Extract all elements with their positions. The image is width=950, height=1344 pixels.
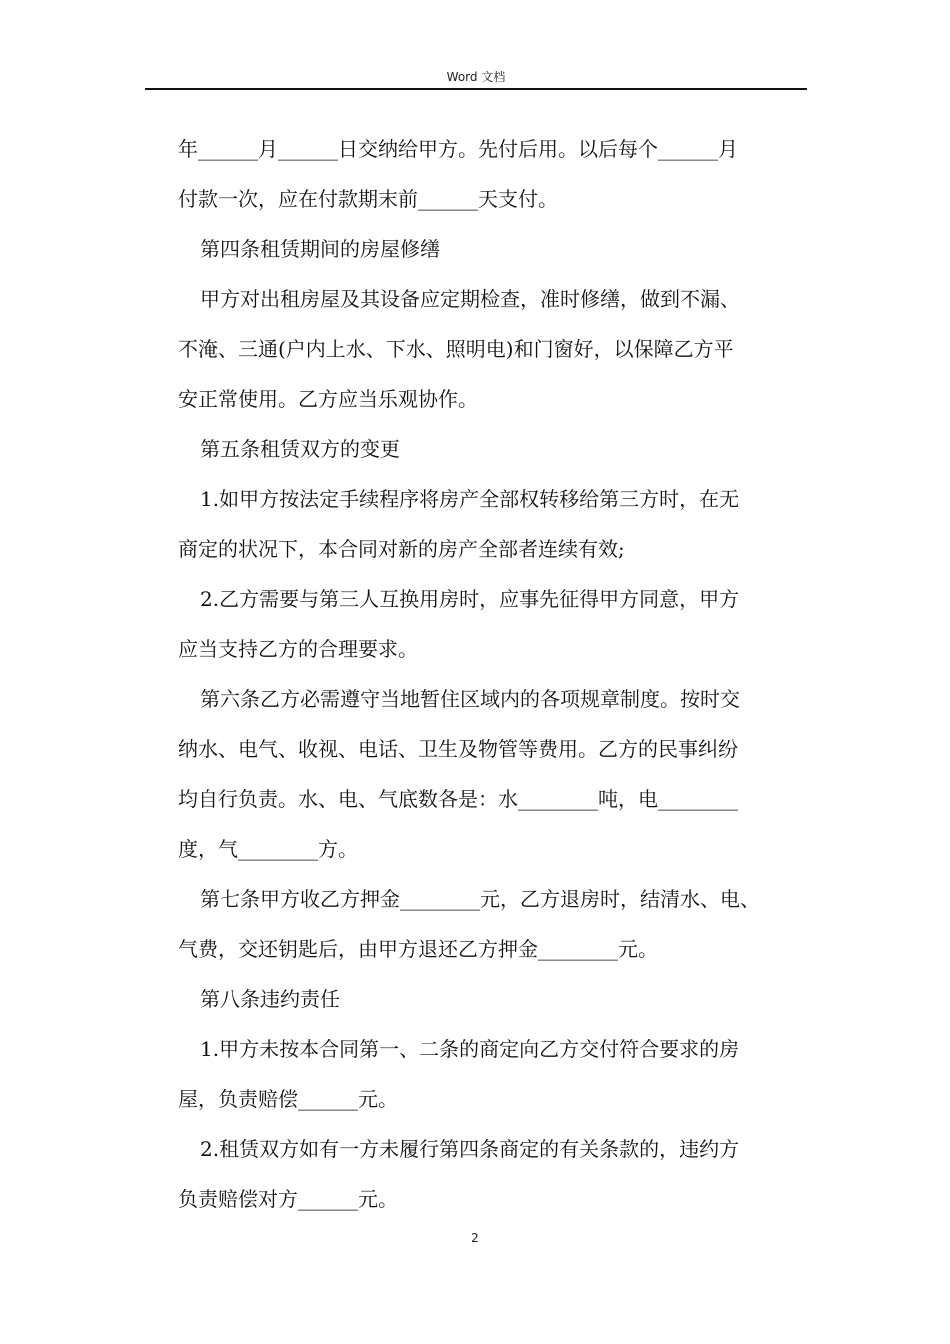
document-body: [178, 124, 828, 1224]
text-line: 第七条甲方收乙方押金________元，乙方退房时，结清水、电、: [200, 887, 760, 911]
text-line: 2.租赁双方如有一方未履行第四条商定的有关条款的，违约方: [200, 1137, 740, 1161]
header-title: Word 文档: [446, 70, 506, 84]
section-heading: 第五条租赁双方的变更: [200, 437, 400, 461]
page-header: [145, 66, 807, 90]
text-line: 2.乙方需要与第三人互换用房时，应事先征得甲方同意，甲方: [200, 587, 740, 611]
text-line: 付款一次，应在付款期末前______天支付。: [178, 187, 558, 211]
page-number: 2: [471, 1231, 479, 1245]
text-line: 商定的状况下，本合同对新的房产全部者连续有效;: [178, 537, 625, 561]
text-line: 不淹、三通(户内上水、下水、照明电)和门窗好，以保障乙方平: [178, 337, 734, 361]
text-line: 安正常使用。乙方应当乐观协作。: [178, 387, 478, 411]
text-line: 屋，负责赔偿______元。: [178, 1087, 398, 1111]
text-line: 1.如甲方按法定手续程序将房产全部权转移给第三方时，在无: [200, 487, 740, 511]
text-line: 应当支持乙方的合理要求。: [178, 637, 418, 661]
section-heading: 第四条租赁期间的房屋修缮: [200, 237, 440, 261]
text-line: 甲方对出租房屋及其设备应定期检查，准时修缮，做到不漏、: [200, 287, 740, 311]
text-line: 年______月______日交纳给甲方。先付后用。以后每个______月: [178, 137, 738, 161]
text-line: 第六条乙方必需遵守当地暂住区域内的各项规章制度。按时交: [200, 687, 740, 711]
text-line: 负责赔偿对方______元。: [178, 1187, 398, 1211]
text-line: 均自行负责。水、电、气底数各是：水________吨，电________: [178, 787, 738, 811]
text-line: 气费，交还钥匙后，由甲方退还乙方押金________元。: [178, 937, 658, 961]
text-line: 1.甲方未按本合同第一、二条的商定向乙方交付符合要求的房: [200, 1037, 740, 1061]
text-line: 纳水、电气、收视、电话、卫生及物管等费用。乙方的民事纠纷: [178, 737, 738, 761]
text-line: 度，气________方。: [178, 837, 358, 861]
section-heading: 第八条违约责任: [200, 987, 340, 1011]
